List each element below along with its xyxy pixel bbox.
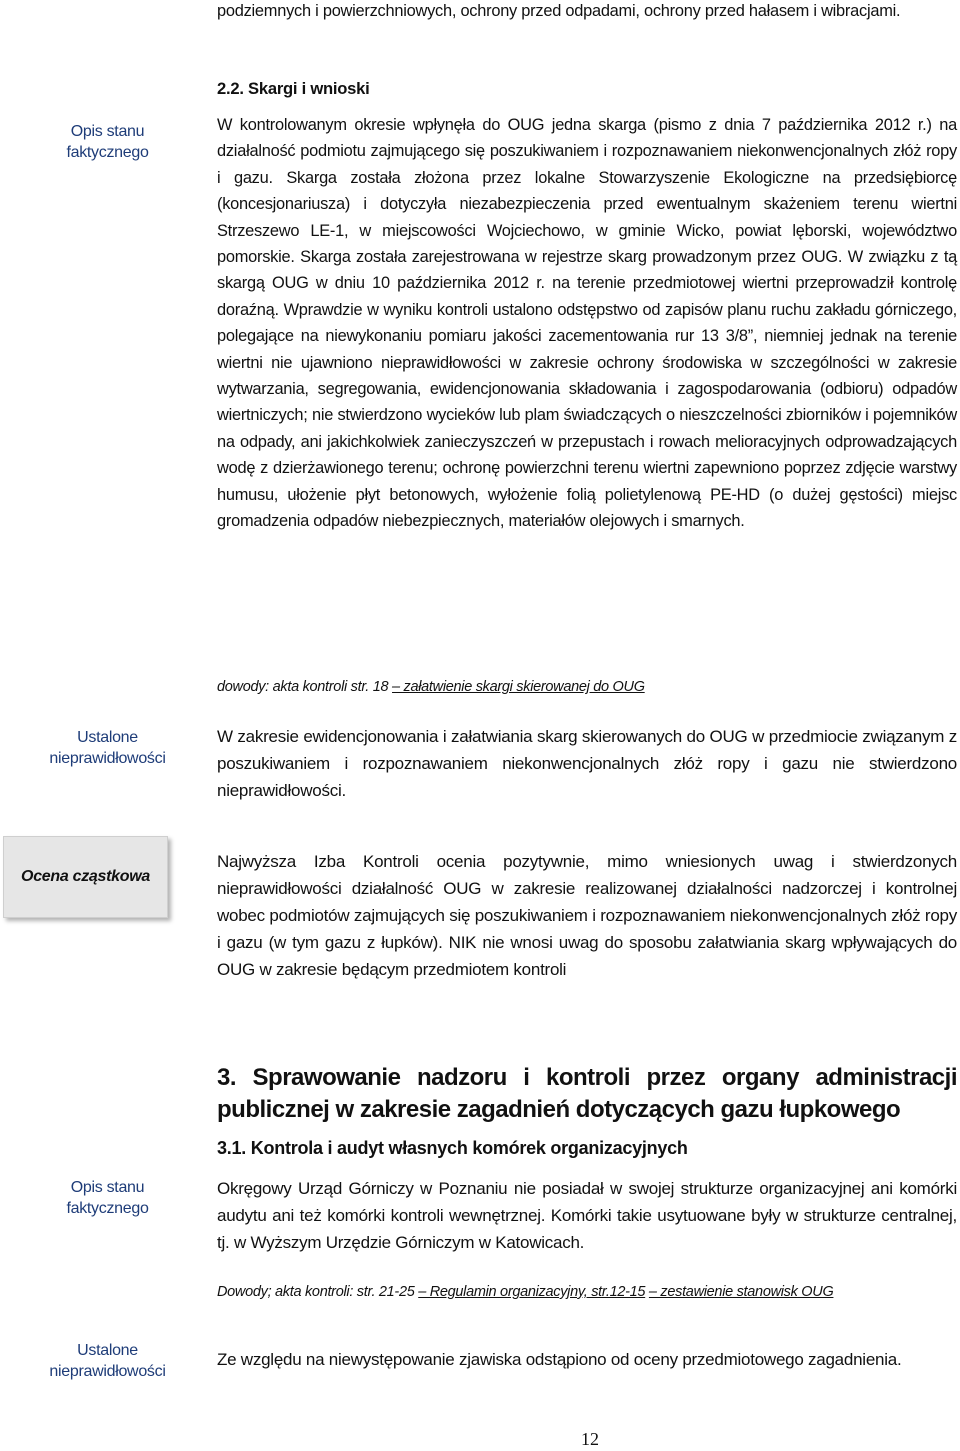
sidebar-label-line: faktycznego: [66, 144, 149, 161]
section-3-1-paragraph: Okręgowy Urząd Górniczy w Poznaniu nie posiadał w swojej strukturze organizacyjnej ani komórki audytu ani też komórki kontroli wewnętrznej. Komórki takie usytuowane były w strukturze centralnej, tj. w Wyższym Urzędzie Górniczym w Katowicach.: [217, 1179, 957, 1252]
evidence-line: [217, 1279, 957, 1305]
sidebar-opis-stanu: [20, 121, 195, 163]
sidebar-ustalone-nieprawidlowosci: [20, 727, 195, 769]
sidebar-label-line: Ustalone: [77, 729, 138, 746]
sidebar-label-line: nieprawidłowości: [49, 750, 166, 767]
section-2-2-paragraph: W kontrolowanym okresie wpłynęła do OUG jedna skarga (pismo z dnia 7 października 2012 r.) na działalność podmiotu zajmującego się poszukiwaniem i rozpoznawaniem niekonwencjonalnych złóż ropy i gazu. Skarga została złożona przez lokalne Stowarzyszenie Ekologiczne na przedsiębiorcę (koncesjonariusza) i dotyczyła niezabezpieczenia przed ewentualnym skażeniem terenu wiertni Strzeszewo LE-1, w miejscowości Wojciechowo, w gminie Wicko, powiat lęborski, województwo pomorskie. Skarga została zarejestrowana w rejestrze skarg prowadzonym przez OUG. W związku z tą skargą OUG w dniu 10 października 2012 r. na terenie przedmiotowej wiertni przeprowadził kontrolę doraźną. Wprawdzie w wyniku kontroli ustalono odstępstwo od zapisów planu ruchu zakładu górniczego, polegające na niewykonaniu pomiaru jakości zacementowania rur 13 3/8”, niemniej jednak na terenie wiertni nie ujawniono nieprawidłowości w zakresie ochrony środowiska w szczególności w zakresie wytwarzania, segregowania, ewidencjonowania składowania i zagospodarowania (odbioru) odpadów wiertniczych; nie stwierdzono wycieków lub plam świadczących o nieszczelności zbiorników i pojemników na odpady, ani jakichkolwiek zanieczyszczeń w przepustach i rowach melioracyjnych odprowadzających wodę z dzierżawionego terenu; ochronę powierzchni terenu wiertni zapewniono poprzez zdjęcie warstwy humusu, ułożenie płyt betonowych, wyłożenie folią polietylenową PE-HD (o dużej gęstości) miejsc gromadzenia odpadów niebezpiecznych, materiałów olejowych i smarnych.: [217, 116, 957, 531]
sidebar-ustalone-nieprawidlowosci: [20, 1340, 195, 1382]
sidebar-label-line: nieprawidłowości: [49, 1363, 166, 1380]
ocena-czastkowa-box: [3, 836, 168, 918]
sidebar-opis-stanu: [20, 1177, 195, 1219]
section-2-2-heading: 2.2. Skargi i wnioski: [217, 79, 370, 98]
evidence-document: – Regulamin organizacyjny, str.12-15: [418, 1284, 646, 1300]
evidence-document: – zestawienie stanowisk OUG: [648, 1284, 834, 1300]
section-3-1-heading: 3.1. Kontrola i audyt własnych komórek organizacyjnych: [217, 1138, 688, 1158]
evidence-prefix: dowody: akta kontroli str. 18: [217, 679, 393, 695]
evidence-document: – załatwienie skargi skierowanej do OUG: [392, 679, 645, 695]
ustalone-2-paragraph: Ze względu na niewystępowanie zjawiska odstąpiono od oceny przedmiotowego zagadnienia.: [217, 1350, 902, 1369]
sidebar-label-line: Opis stanu: [70, 123, 145, 140]
ocena-czastkowa-label: Ocena cząstkowa: [21, 868, 150, 885]
evidence-prefix: Dowody; akta kontroli: str. 21-25: [217, 1284, 419, 1300]
ocena-paragraph: Najwyższa Izba Kontroli ocenia pozytywnie, mimo wniesionych uwag i stwierdzonych nieprawidłowości działalność OUG w zakresie realizowanej działalności nadzorczej i kontrolnej wobec podmiotów zajmujących się poszukiwaniem i rozpoznawaniem niekonwencjonalnych złóż ropy i gazu (w tym gazu z łupków). NIK nie wnosi uwag do sposobu załatwiania skarg wpływających do OUG w zakresie będącym przedmiotem kontroli: [217, 852, 957, 979]
sidebar-label-line: Opis stanu: [70, 1179, 145, 1196]
page-number: 12: [581, 1429, 599, 1449]
sidebar-label-line: Ustalone: [77, 1342, 138, 1359]
section-3-heading: 3. Sprawowanie nadzoru i kontroli przez organy administracji publicznej w zakresie zagadnień dotyczących gazu łupkowego: [217, 1064, 957, 1123]
sidebar-label-line: faktycznego: [66, 1200, 149, 1217]
ustalone-paragraph: W zakresie ewidencjonowania i załatwiania skarg skierowanych do OUG w przedmiocie związanym z poszukiwaniem i rozpoznawaniem niekonwencjonalnych złóż ropy i gazu nie stwierdzono nieprawidłowości.: [217, 727, 957, 800]
intro-paragraph: podziemnych i powierzchniowych, ochrony przed odpadami, ochrony przed hałasem i wibracjami.: [217, 2, 901, 20]
evidence-line: [217, 674, 957, 700]
